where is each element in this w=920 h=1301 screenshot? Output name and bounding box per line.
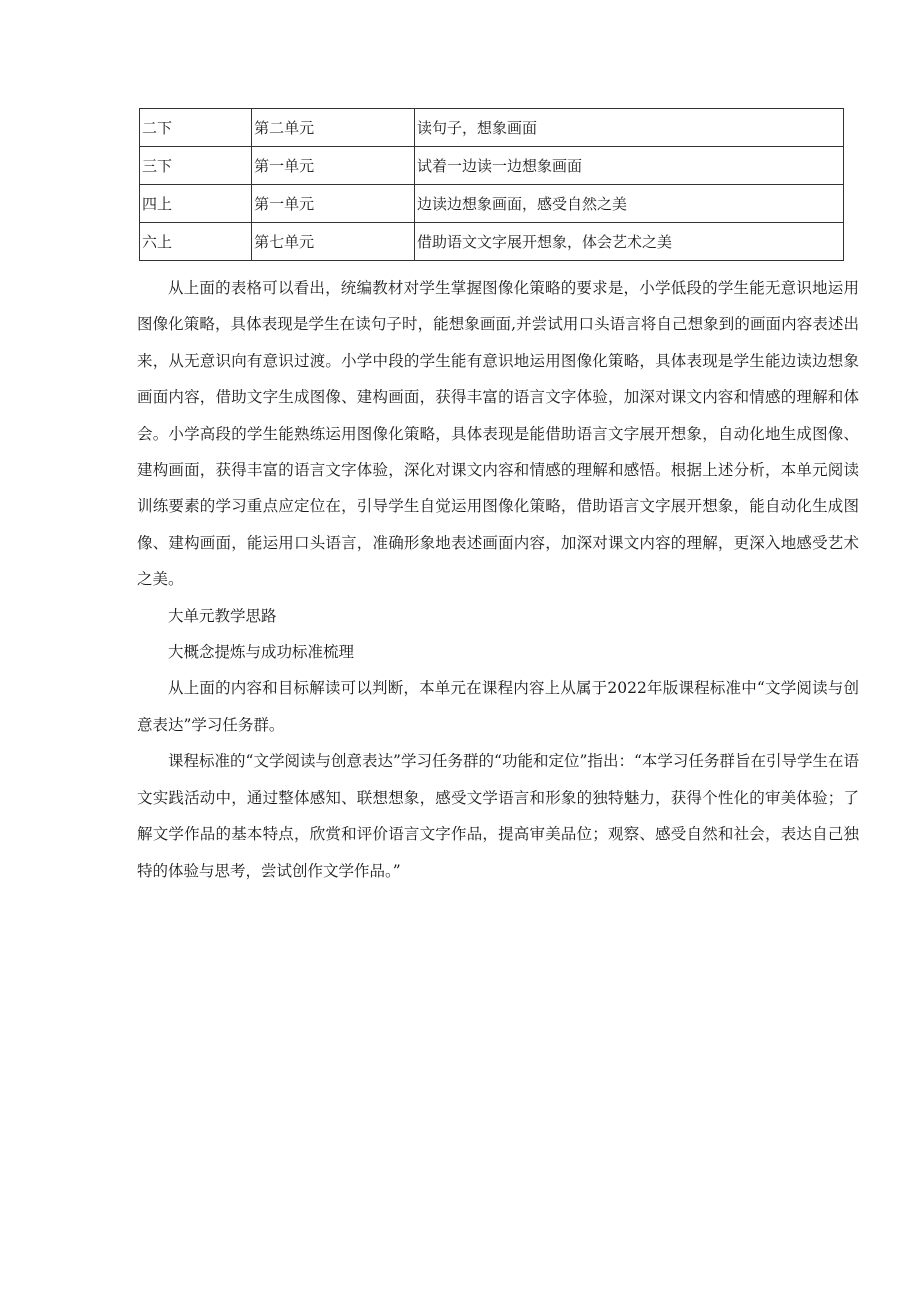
grade-cell: 六上 (140, 223, 252, 261)
section-heading: 大单元教学思路 (168, 606, 277, 625)
grade-cell: 三下 (140, 147, 252, 185)
judgement-paragraph: 从上面的内容和目标解读可以判断，本单元在课程内容上从属于2022年版课程标准中“文学阅读与创意表达”学习任务群。 (137, 679, 859, 734)
unit-cell: 第一单元 (252, 147, 415, 185)
table-row (140, 185, 844, 223)
element-cell: 边读边想象画面，感受自然之美 (414, 185, 843, 223)
unit-cell: 第一单元 (252, 185, 415, 223)
grade-cell: 二下 (140, 109, 252, 147)
grade-cell: 四上 (140, 185, 252, 223)
table-row (140, 109, 844, 147)
standard-paragraph: 课程标准的“文学阅读与创意表达”学习任务群的“功能和定位”指出：“本学习任务群旨在引导学生在语文实践活动中，通过整体感知、联想想象，感受文学语言和形象的独特魅力，获得个性化的审美体验；了解文学作品的基本特点，欣赏和评价语言文字作品，提高审美品位；观察、感受自然和社会，表达自己独特的体验与思考，尝试创作文学作品。” (137, 752, 859, 880)
element-cell: 借助语文文字展开想象，体会艺术之美 (414, 223, 843, 261)
table-row (140, 147, 844, 185)
table-row (140, 223, 844, 261)
unit-cell: 第七单元 (252, 223, 415, 261)
unit-cell: 第二单元 (252, 109, 415, 147)
element-cell: 试着一边读一边想象画面 (414, 147, 843, 185)
body-text (137, 270, 859, 889)
element-cell: 读句子，想象画面 (414, 109, 843, 147)
analysis-paragraph: 从上面的表格可以看出，统编教材对学生掌握图像化策略的要求是，小学低段的学生能无意识地运用图像化策略，具体表现是学生在读句子时，能想象画面,并尝试用口头语言将自己想象到的画面内容表述出来，从无意识向有意识过渡。小学中段的学生能有意识地运用图像化策略，具体表现是学生能边读边想象画面内容，借助文字生成图像、建构画面，获得丰富的语言文字体验，加深对课文内容和情感的理解和体会。小学高段的学生能熟练运用图像化策略，具体表现是能借助语言文字展开想象，自动化地生成图像、建构画面，获得丰富的语言文字体验，深化对课文内容和情感的理解和感悟。根据上述分析，本单元阅读训练要素的学习重点应定位在，引导学生自觉运用图像化策略，借助语言文字展开想象，能自动化生成图像、建构画面，能运用口头语言，准确形象地表述画面内容，加深对课文内容的理解，更深入地感受艺术之美。 (137, 279, 859, 589)
unit-table (139, 108, 844, 261)
subsection-heading: 大概念提炼与成功标准梳理 (168, 643, 355, 662)
